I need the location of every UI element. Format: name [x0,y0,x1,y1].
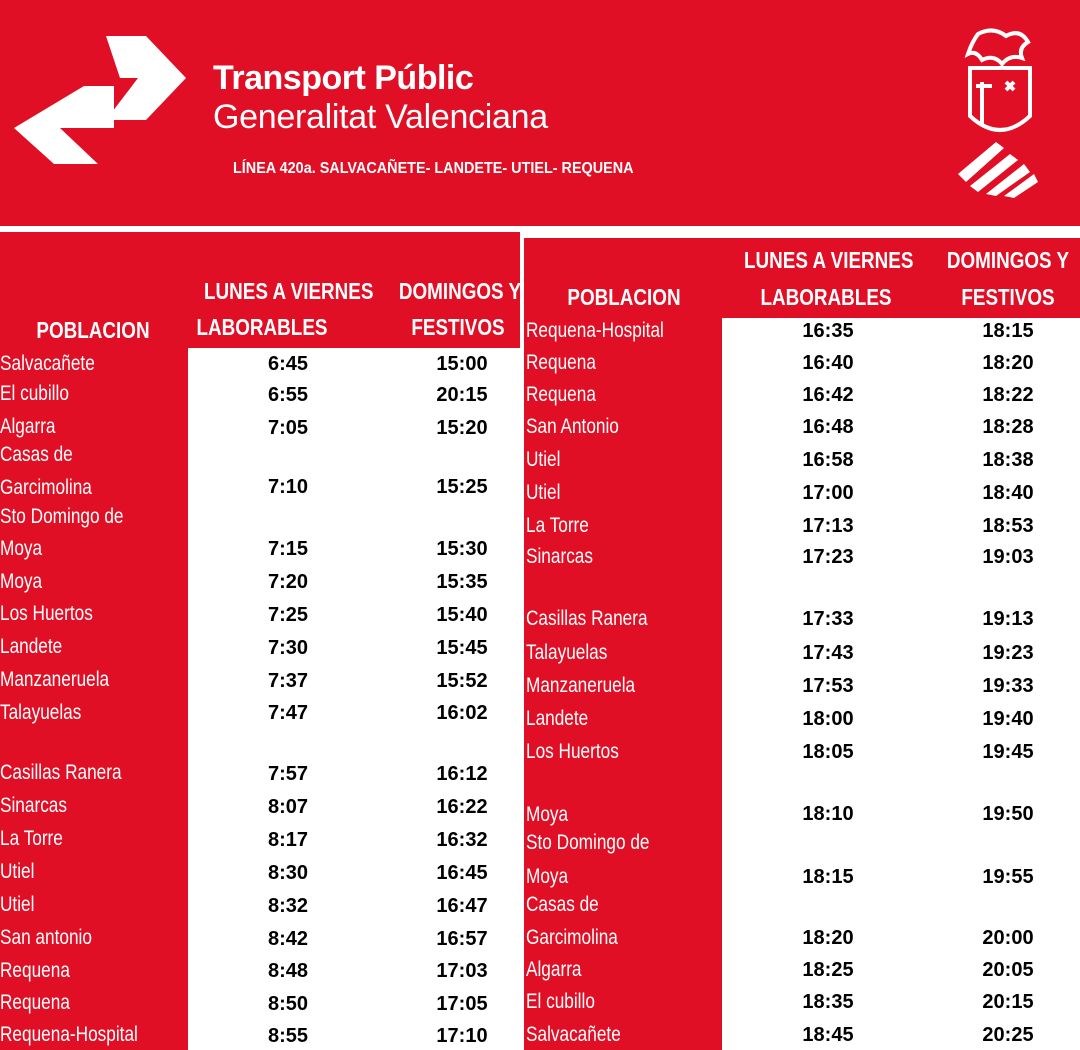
weekday-time: 6:45 [267,353,309,375]
weekday-time: 7:20 [267,571,309,593]
holiday-time: 20:15 [436,384,488,406]
header-banner [0,0,1080,226]
holiday-time: 20:05 [982,959,1034,981]
stop-name: San Antonio [526,415,619,438]
stop-name: Utiel [0,860,35,883]
stop-name: Landete [526,707,589,730]
weekday-time: 7:15 [267,538,309,560]
stop-name: Utiel [526,448,561,471]
holiday-time: 19:03 [982,546,1034,568]
stop-name: Requena [0,991,70,1014]
stop-name: Requena-Hospital [526,319,664,342]
stop-name: Algarra [0,415,56,438]
weekday-time: 17:00 [802,482,854,504]
stop-name: Manzaneruela [526,674,636,697]
weekday-time: 18:45 [802,1024,854,1046]
stop-name: Landete [0,635,63,658]
stop-name: El cubillo [0,382,69,405]
weekday-time: 18:35 [802,991,854,1013]
weekday-time: 7:37 [267,670,309,692]
holiday-time: 16:22 [436,796,488,818]
holiday-time: 16:02 [436,702,488,724]
holiday-time: 18:38 [982,449,1034,471]
weekday-time: 7:10 [267,476,309,498]
weekday-time: 16:58 [802,449,854,471]
left-header-poblacion: POBLACION [36,317,150,343]
left-header-weekday-1: LUNES A VIERNES [204,278,374,304]
weekday-time: 18:00 [802,708,854,730]
weekday-time: 8:07 [267,796,309,818]
holiday-time: 18:15 [982,320,1034,342]
weekday-time: 18:25 [802,959,854,981]
holiday-time: 16:32 [436,829,488,851]
brand-subtitle: Generalitat Valenciana [213,98,548,136]
weekday-time: 18:20 [802,927,854,949]
stop-name: Los Huertos [0,602,93,625]
right-header-poblacion: POBLACION [567,284,681,310]
stop-name: Talayuelas [526,641,608,664]
right-header-weekday-1: LUNES A VIERNES [744,247,914,273]
weekday-time: 7:25 [267,604,309,626]
stop-name: Salvacañete [0,352,95,375]
stop-name: El cubillo [526,990,595,1013]
weekday-time: 18:10 [802,803,854,825]
stop-name: Sto Domingo de [526,831,650,854]
stop-name-line2: Moya [0,537,43,560]
holiday-time: 15:30 [436,538,488,560]
weekday-time: 17:23 [802,546,854,568]
holiday-time: 19:40 [982,708,1034,730]
holiday-time: 15:25 [436,476,488,498]
stop-name: San antonio [0,926,92,949]
holiday-time: 16:12 [436,763,488,785]
holiday-time: 15:00 [436,353,488,375]
right-header-weekday-2: LABORABLES [760,284,892,310]
stop-name: Moya [0,570,43,593]
stop-name: Manzaneruela [0,668,110,691]
stop-name: Sinarcas [0,794,67,817]
holiday-time: 19:33 [982,675,1034,697]
weekday-time: 17:43 [802,642,854,664]
stop-name: Talayuelas [0,701,82,724]
holiday-time: 19:13 [982,608,1034,630]
holiday-time: 16:45 [436,862,488,884]
stop-name: Casillas Ranera [0,761,122,784]
holiday-time: 15:52 [436,670,488,692]
double-arrow-logo-icon [14,30,194,170]
right-header-holiday-1: DOMINGOS Y [946,247,1070,273]
weekday-time: 18:15 [802,866,854,888]
stop-name: Utiel [0,893,35,916]
stop-name: La Torre [526,514,589,537]
holiday-time: 17:05 [436,993,488,1015]
holiday-time: 15:45 [436,637,488,659]
weekday-time: 17:13 [802,515,854,537]
stop-name: Requena [0,959,70,982]
holiday-time: 19:55 [982,866,1034,888]
weekday-time: 7:30 [267,637,309,659]
holiday-time: 18:28 [982,416,1034,438]
stop-name-line2: Garcimolina [0,476,92,499]
stop-name: Utiel [526,481,561,504]
weekday-time: 8:48 [267,960,309,982]
stop-name: Requena [526,383,596,406]
holiday-time: 16:57 [436,928,488,950]
stop-name: Requena-Hospital [0,1023,138,1046]
stop-name-line2: Moya [526,865,569,888]
weekday-time: 7:47 [267,702,309,724]
right-header-holiday-2: FESTIVOS [961,284,1055,310]
left-header-weekday-2: LABORABLES [196,314,328,340]
weekday-time: 17:53 [802,675,854,697]
stop-name: Requena [526,351,596,374]
weekday-time: 8:17 [267,829,309,851]
holiday-time: 20:00 [982,927,1034,949]
holiday-time: 15:35 [436,571,488,593]
stop-name: Moya [526,803,569,826]
weekday-time: 16:40 [802,352,854,374]
holiday-time: 19:23 [982,642,1034,664]
left-header-holiday-1: DOMINGOS Y [398,278,522,304]
holiday-time: 18:40 [982,482,1034,504]
weekday-time: 7:05 [267,417,309,439]
holiday-time: 17:03 [436,960,488,982]
weekday-time: 8:32 [267,895,309,917]
holiday-time: 16:47 [436,895,488,917]
holiday-time: 20:25 [982,1024,1034,1046]
weekday-time: 16:35 [802,320,854,342]
weekday-time: 8:55 [267,1025,309,1047]
stop-name: Algarra [526,958,582,981]
weekday-time: 6:55 [267,384,309,406]
holiday-time: 18:53 [982,515,1034,537]
stop-name: Sto Domingo de [0,505,124,528]
holiday-time: 15:20 [436,417,488,439]
holiday-time: 19:45 [982,741,1034,763]
holiday-time: 18:20 [982,352,1034,374]
weekday-time: 7:57 [267,763,309,785]
weekday-time: 17:33 [802,608,854,630]
stop-name: La Torre [0,827,63,850]
line-title: LÍNEA 420a. SALVACAÑETE- LANDETE- UTIEL- REQUENA [233,160,634,177]
weekday-time: 8:50 [267,993,309,1015]
generalitat-crest-icon [948,24,1048,199]
holiday-time: 19:50 [982,803,1034,825]
weekday-time: 18:05 [802,741,854,763]
weekday-time: 16:48 [802,416,854,438]
weekday-time: 8:30 [267,862,309,884]
stop-name: Salvacañete [526,1023,621,1046]
stop-name: Casas de [526,893,599,916]
weekday-time: 8:42 [267,928,309,950]
stop-name-line2: Garcimolina [526,926,618,949]
weekday-time: 16:42 [802,384,854,406]
holiday-time: 18:22 [982,384,1034,406]
stop-name: Casas de [0,443,73,466]
holiday-time: 17:10 [436,1025,488,1047]
stop-name: Sinarcas [526,545,593,568]
brand-title: Transport Públic [213,59,474,97]
stop-name: Los Huertos [526,740,619,763]
stop-name: Casillas Ranera [526,607,648,630]
holiday-time: 20:15 [982,991,1034,1013]
holiday-time: 15:40 [436,604,488,626]
left-header-holiday-2: FESTIVOS [411,314,505,340]
